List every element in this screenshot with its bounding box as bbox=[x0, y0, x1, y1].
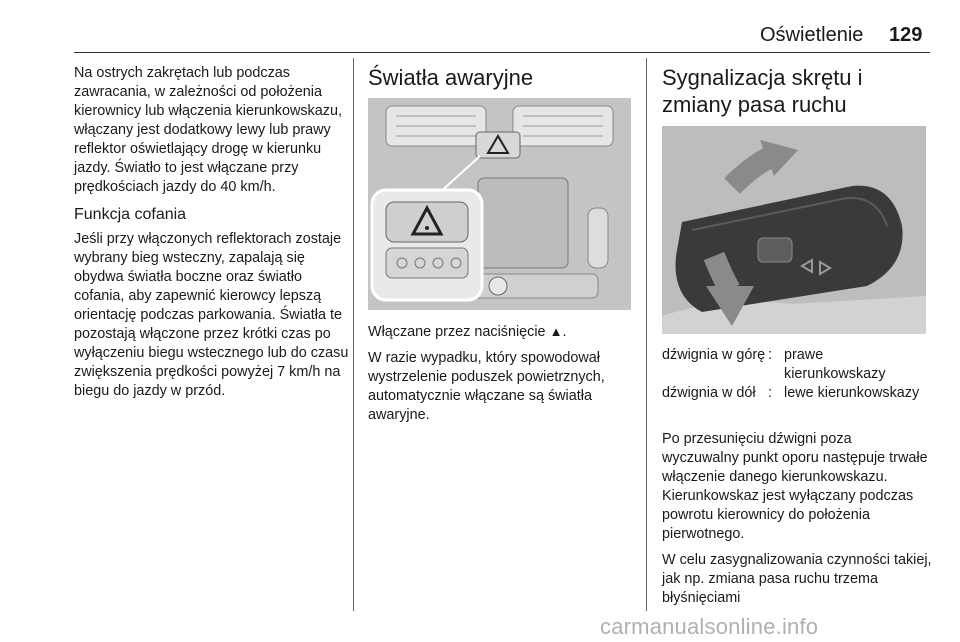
definition-list bbox=[662, 346, 932, 403]
column-3-top bbox=[662, 64, 932, 118]
watermark: carmanualsonline.info bbox=[600, 614, 819, 639]
heading-reversing-function: Funkcja cofania bbox=[74, 206, 187, 223]
hazard-switch-illustration bbox=[368, 98, 631, 310]
col1-paragraph-2: Jeśli przy włączonych reflektorach zostaje wybrany bieg wsteczny, zapalają się obydwa światła boczne oraz światło cofania, aby zapewnić kierowcy lepszą orientację podczas parkowania. Światła te pozostają włączone przez krótki czas po wyłączeniu biegu wstecznego lub do czasu zwiększenia prędkości powyżej 7 km/h na biegu do jazdy w przód. bbox=[74, 231, 349, 399]
definition-description: prawe kierunkowskazy bbox=[784, 347, 886, 382]
heading-hazard-lights: Światła awaryjne bbox=[368, 65, 534, 90]
col3-paragraph-1: Po przesunięciu dźwigni poza wyczuwalny punkt oporu następuje trwałe włączenie danego kierunkowskazu. Kierunkowskaz jest wyłączany podczas powrotu kierownicy do położenia pierwotnego. bbox=[662, 431, 928, 542]
heading-turn-signals: Sygnalizacja skrętu i zmiany pasa ruchu bbox=[662, 65, 863, 117]
definition-separator: : bbox=[768, 385, 772, 401]
column-divider-1 bbox=[353, 58, 354, 611]
turn-signal-lever-illustration bbox=[662, 126, 926, 334]
definition-description: lewe kierunkowskazy bbox=[784, 385, 920, 401]
dashboard-drawing bbox=[368, 98, 631, 310]
col2-paragraph-2: W razie wypadku, który spowodował wystrzelenie poduszek powietrznych, automatycznie włączane są światła awaryjne. bbox=[368, 350, 605, 423]
column-2-bottom bbox=[368, 322, 638, 432]
col3-paragraph-2: W celu zasygnalizowania czynności takiej, jak np. zmiana pasa ruchu trzema błyśnięciami bbox=[662, 552, 932, 606]
col1-paragraph-1: Na ostrych zakrętach lub podczas zawracania, w zależności od położenia kierownicy lub włączenia kierunkowskazu, włączany jest dodatkowy lewy lub prawy reflektor oświetlający drogę w kierunku jazdy. Światło to jest włączane przy prędkościach jazdy do 40 km/h. bbox=[74, 65, 342, 195]
col2-paragraph-1: Włączane przez naciśnięcie ▲. bbox=[368, 324, 567, 340]
column-2-top bbox=[368, 64, 638, 91]
definition-separator: : bbox=[768, 347, 772, 363]
definition-term: dźwignia w górę bbox=[662, 347, 766, 363]
column-3-bottom bbox=[662, 430, 932, 615]
definition-row bbox=[662, 384, 932, 403]
column-1 bbox=[74, 64, 349, 408]
definition-row bbox=[662, 346, 932, 384]
page-header-title: Oświetlenie bbox=[760, 24, 864, 46]
hazard-triangle-icon: ▲ bbox=[549, 324, 563, 339]
header-rule bbox=[74, 52, 930, 53]
lever-drawing bbox=[662, 126, 926, 334]
definition-term: dźwignia w dół bbox=[662, 385, 756, 401]
column-divider-2 bbox=[646, 58, 647, 611]
page-number: 129 bbox=[889, 24, 923, 46]
